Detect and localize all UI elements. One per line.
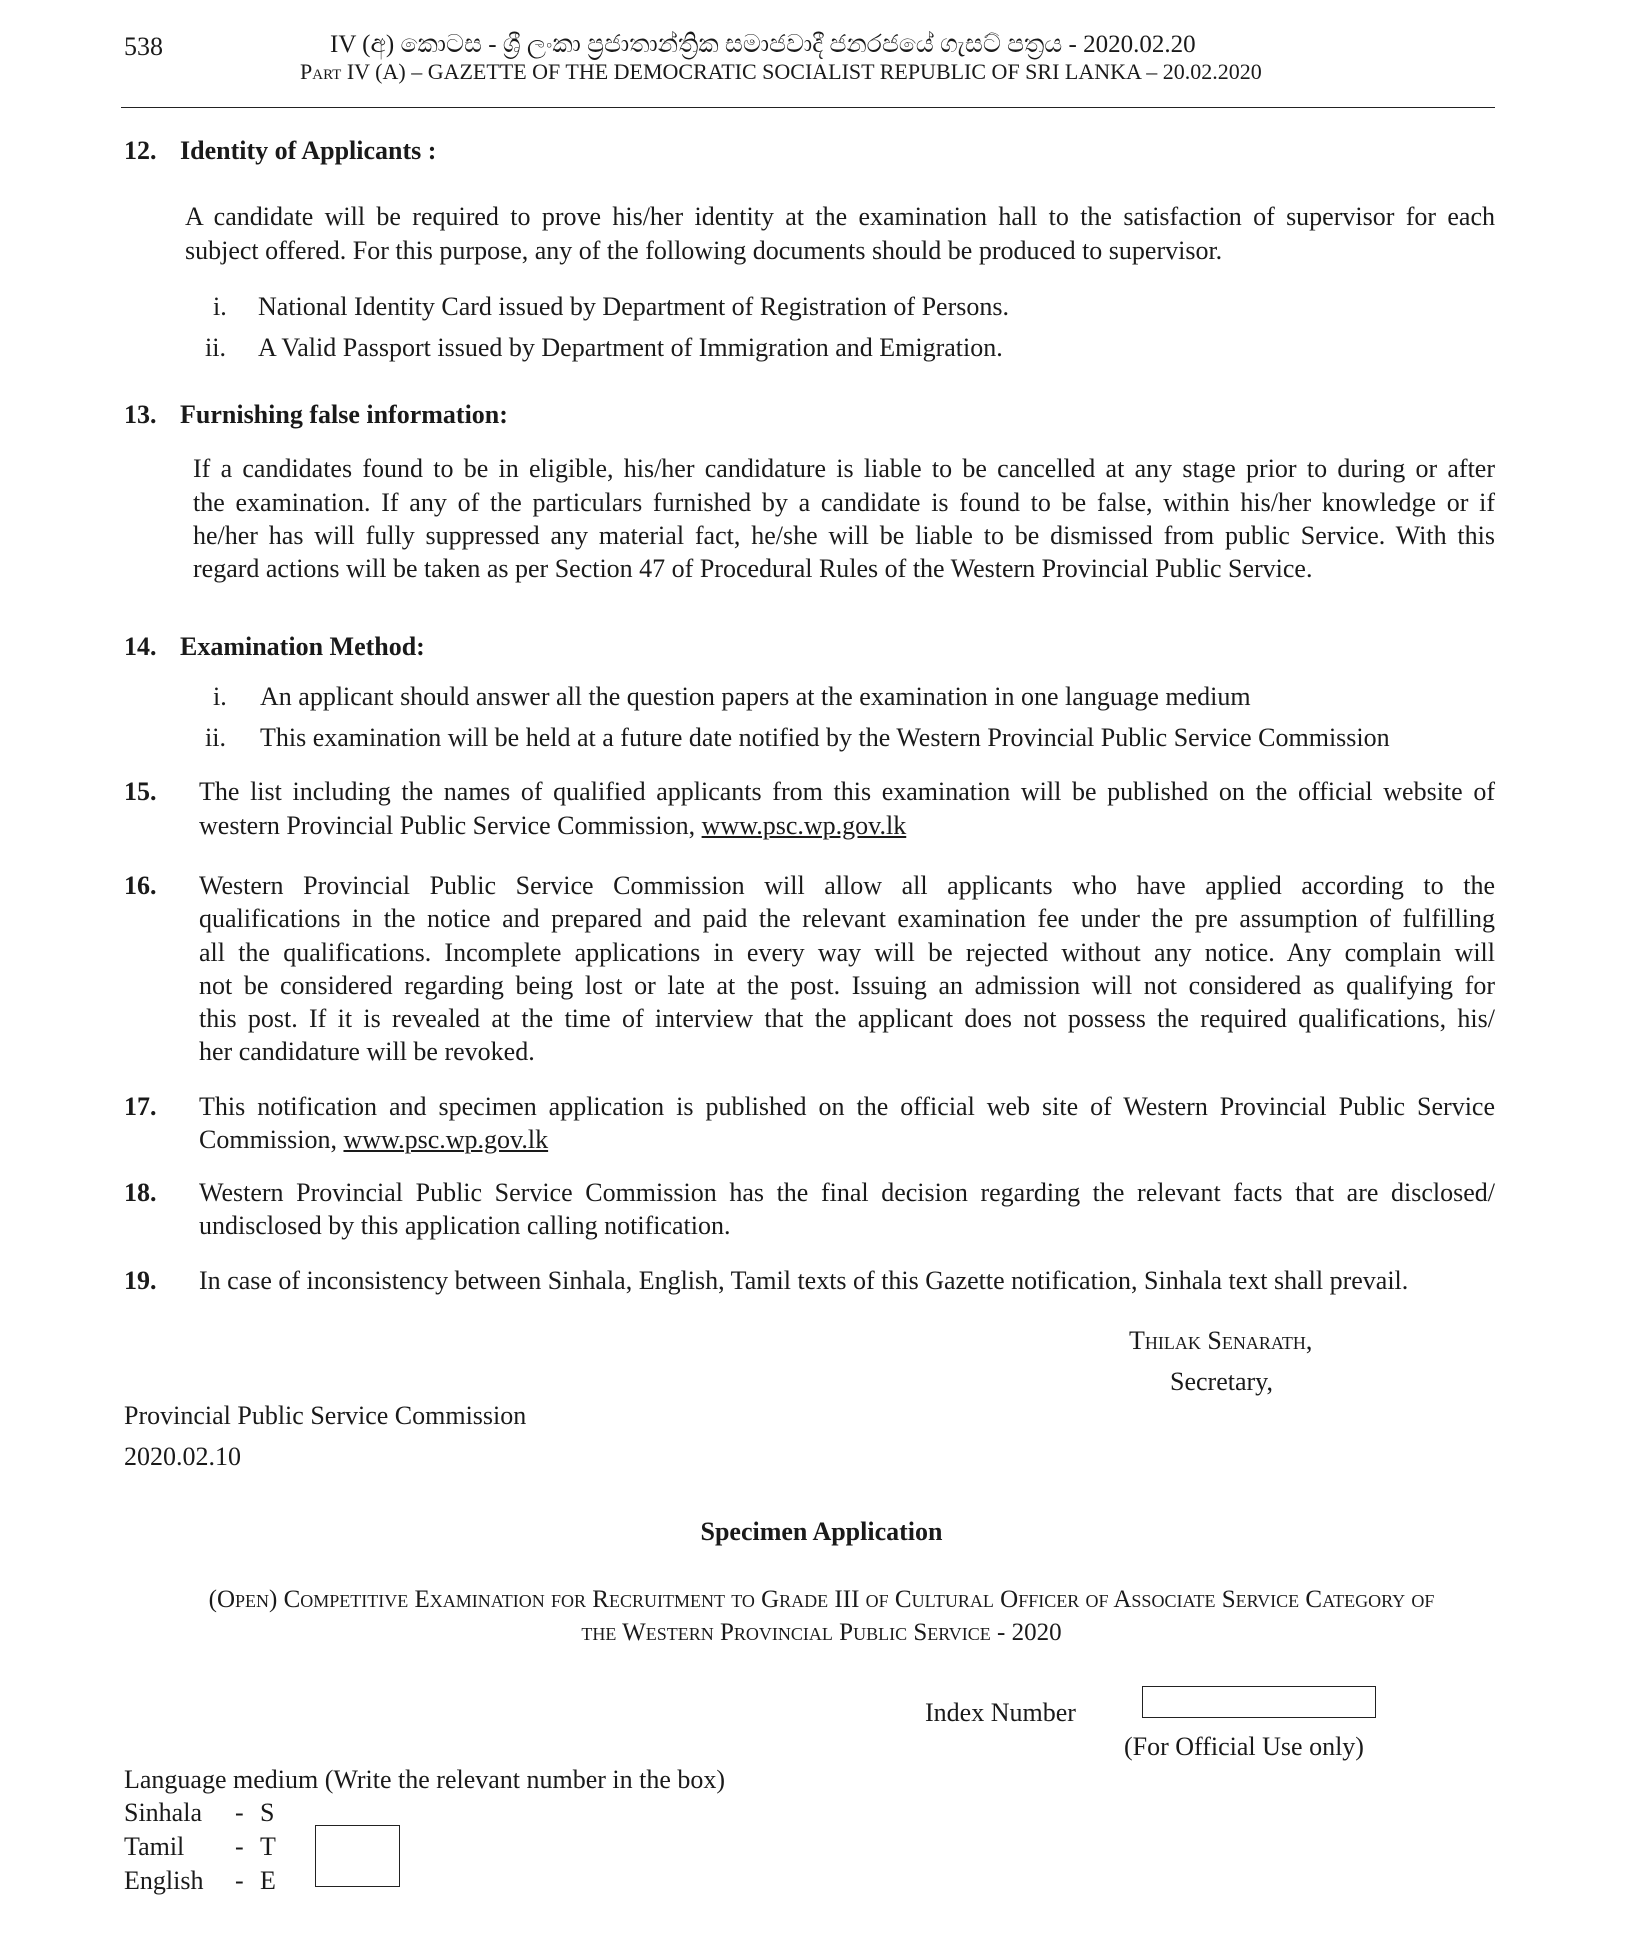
- section-15-line-2: [199, 809, 906, 843]
- section-13-line-4: regard actions will be taken as per Section 47 of Procedural Rules of the Western Provincial Public Service.: [193, 554, 1313, 583]
- language-tamil-code: T: [260, 1832, 276, 1861]
- section-12-number: 12.: [124, 136, 157, 165]
- section-16-number: 16.: [124, 871, 157, 900]
- section-18-line-1: Western Provincial Public Service Commission has the final decision regarding the relevant facts that are disclosed/: [199, 1178, 1495, 1207]
- language-english-code: E: [260, 1866, 276, 1895]
- section-19-number: 19.: [124, 1266, 157, 1295]
- section-18-number: 18.: [124, 1178, 157, 1207]
- section-14-title: Examination Method:: [180, 632, 425, 661]
- section-12-title: Identity of Applicants :: [180, 136, 437, 165]
- section-17-line-2-text: Commission,: [199, 1125, 344, 1154]
- section-16-line-6: her candidature will be revoked.: [199, 1037, 535, 1066]
- section-12-line-2: subject offered. For this purpose, any of the following documents should be produced to supervisor.: [185, 236, 1223, 265]
- specimen-subtitle-line-1: (Open) Competitive Examination for Recruitment to Grade III of Cultural Officer of Associate Service Category of: [208, 1586, 1435, 1613]
- language-english-dash: -: [235, 1866, 244, 1895]
- section-14-item-2-marker: ii.: [205, 723, 226, 752]
- section-16-line-5: this post. If it is revealed at the time of interview that the applicant does not possess the required qualifications, his/: [199, 1004, 1495, 1033]
- section-16-line-4: not be considered regarding being lost or late at the post. Issuing an admission will not considered as qualifying for: [199, 971, 1495, 1000]
- section-13-line-2: the examination. If any of the particulars furnished by a candidate is found to be false, within his/her knowledge or if: [193, 488, 1495, 517]
- psc-website-link-2[interactable]: www.psc.wp.gov.lk: [343, 1125, 549, 1154]
- header-rule: [121, 107, 1495, 108]
- section-14-number: 14.: [124, 632, 157, 661]
- index-number-label: Index Number: [925, 1698, 1076, 1727]
- secretary-name: Thilak Senarath,: [1129, 1326, 1313, 1355]
- specimen-heading: Specimen Application: [700, 1517, 943, 1546]
- language-medium-label: Language medium (Write the relevant number in the box): [124, 1765, 726, 1794]
- section-12-item-2-text: A Valid Passport issued by Department of Immigration and Emigration.: [258, 333, 1003, 362]
- notice-date: 2020.02.10: [124, 1442, 241, 1471]
- language-tamil-dash: -: [235, 1832, 244, 1861]
- section-13-number: 13.: [124, 400, 157, 429]
- section-16-line-1: Western Provincial Public Service Commission will allow all applicants who have applied according to the: [199, 871, 1495, 900]
- language-sinhala-name: Sinhala: [124, 1798, 202, 1827]
- specimen-subtitle-line-2: the Western Provincial Public Service - 2020: [581, 1619, 1062, 1646]
- section-13-title: Furnishing false information:: [180, 400, 508, 429]
- commission-name: Provincial Public Service Commission: [124, 1401, 527, 1430]
- section-15-line-2-text: western Provincial Public Service Commission,: [199, 811, 702, 840]
- section-12-item-1-marker: i.: [213, 292, 227, 321]
- section-15-number: 15.: [124, 777, 157, 806]
- header-english-line: Part IV (A) – GAZETTE OF THE DEMOCRATIC SOCIALIST REPUBLIC OF SRI LANKA – 20.02.2020: [300, 59, 1262, 84]
- section-16-line-2: qualifications in the notice and prepared and paid the relevant examination fee under the pre assumption of fulfilling: [199, 904, 1495, 933]
- section-17-number: 17.: [124, 1092, 157, 1121]
- language-medium-box[interactable]: [315, 1825, 400, 1887]
- section-14-item-2-text: This examination will be held at a future date notified by the Western Provincial Public Service Commission: [260, 723, 1390, 752]
- section-13-line-1: If a candidates found to be in eligible, his/her candidature is liable to be cancelled at any stage prior to during or after: [193, 454, 1495, 483]
- index-number-box[interactable]: [1142, 1686, 1376, 1718]
- section-12-line-1: A candidate will be required to prove his/her identity at the examination hall to the satisfaction of supervisor for each: [185, 202, 1495, 231]
- language-sinhala-dash: -: [235, 1798, 244, 1827]
- psc-website-link[interactable]: www.psc.wp.gov.lk: [701, 811, 907, 840]
- section-17-line-1: This notification and specimen application is published on the official web site of Western Provincial Public Service: [199, 1092, 1495, 1121]
- language-tamil-name: Tamil: [124, 1832, 185, 1861]
- section-16-line-3: all the qualifications. Incomplete applications in every way will be rejected without any notice. Any complain will: [199, 938, 1495, 967]
- page-number: 538: [124, 32, 163, 61]
- section-19-line-1: In case of inconsistency between Sinhala, English, Tamil texts of this Gazette notification, Sinhala text shall prevail.: [199, 1266, 1409, 1295]
- official-use-note: (For Official Use only): [1124, 1732, 1364, 1761]
- language-sinhala-code: S: [260, 1798, 275, 1827]
- section-14-item-1-text: An applicant should answer all the question papers at the examination in one language medium: [260, 682, 1251, 711]
- section-15-line-1: The list including the names of qualified applicants from this examination will be published on the official website of: [199, 777, 1495, 806]
- language-english-name: English: [124, 1866, 204, 1895]
- section-12-item-2-marker: ii.: [205, 333, 226, 362]
- secretary-title: Secretary,: [1170, 1367, 1273, 1396]
- section-14-item-1-marker: i.: [213, 682, 227, 711]
- section-13-line-3: he/her has will fully suppressed any material fact, he/she will be liable to be dismissed from public Service. With this: [193, 521, 1495, 550]
- section-18-line-2: undisclosed by this application calling notification.: [199, 1211, 731, 1240]
- section-17-line-2: [199, 1123, 548, 1157]
- section-12-item-1-text: National Identity Card issued by Department of Registration of Persons.: [258, 292, 1009, 321]
- header-sinhala-line: IV (අ) කොටස - ශ්‍රී ලංකා ප්‍රජාතාන්ත්‍රික සමාජවාදී ජනරජයේ ගැසට් පත්‍රය - 2020.02.20: [330, 31, 1196, 58]
